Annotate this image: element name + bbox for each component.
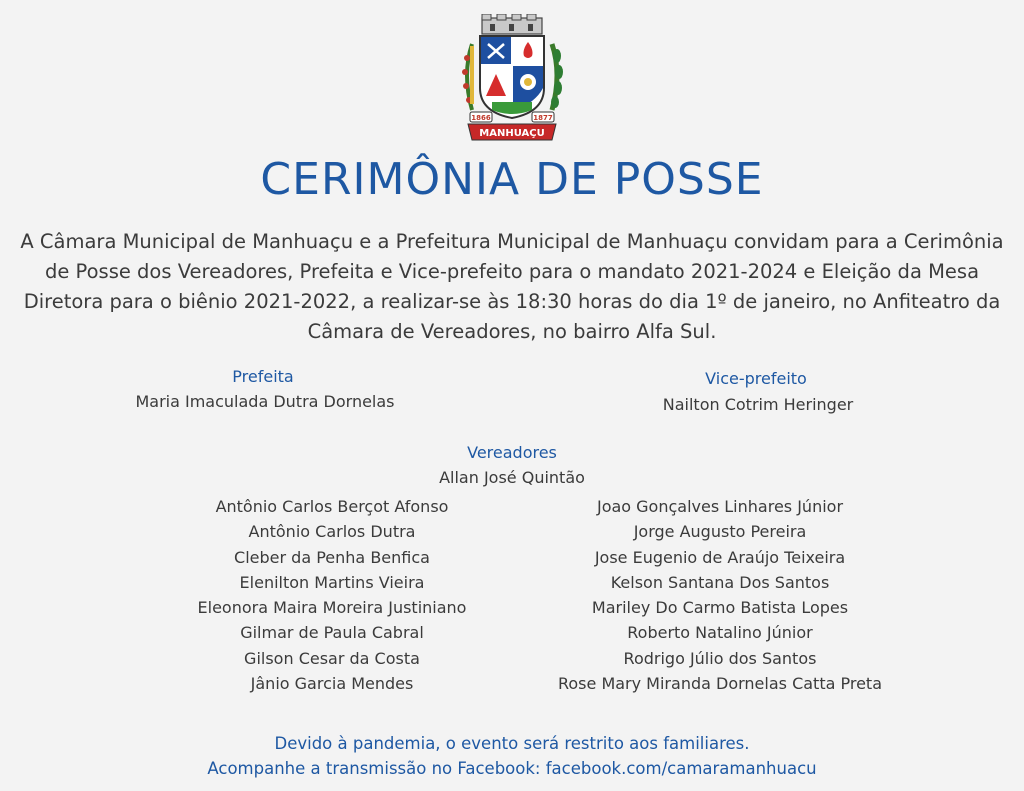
crest-right-year: 1877 bbox=[533, 114, 553, 122]
vereador-name: Antônio Carlos Berçot Afonso bbox=[215, 497, 449, 516]
vereador-name: Gilmar de Paula Cabral bbox=[240, 623, 424, 643]
vereador-name: Cleber da Penha Benfica bbox=[234, 547, 430, 567]
vereador-name: Eleonora Maira Moreira Justiniano bbox=[197, 598, 467, 618]
vereador-name: Rose Mary Miranda Dornelas Catta Preta bbox=[557, 674, 882, 694]
vereador-name: Joao Gonçalves Linhares Júnior bbox=[596, 497, 844, 516]
vice-prefeito-name: Nailton Cotrim Heringer bbox=[662, 395, 854, 414]
vereador-name: Gilson Cesar da Costa bbox=[244, 648, 420, 668]
vereador-first-name: Allan José Quintão bbox=[439, 468, 585, 487]
vereador-name: Jorge Augusto Pereira bbox=[633, 522, 807, 542]
vereadores-right-column bbox=[510, 494, 930, 696]
crest-left-year: 1866 bbox=[471, 114, 491, 122]
vereador-name: Jânio Garcia Mendes bbox=[250, 674, 414, 694]
prefeita-name: Maria Imaculada Dutra Dornelas bbox=[135, 392, 395, 411]
pandemia-notice: Devido à pandemia, o evento será restrito aos familiares. bbox=[274, 734, 750, 753]
crest-banner-text: MANHUAÇU bbox=[479, 128, 545, 139]
vereador-name: Antônio Carlos Dutra bbox=[248, 522, 416, 542]
prefeita-heading: Prefeita bbox=[232, 367, 294, 386]
vereador-name: Rodrigo Júlio dos Santos bbox=[623, 648, 817, 668]
facebook-link-text: Acompanhe a transmissão no Facebook: facebook.com/camaramanhuacu bbox=[207, 759, 817, 778]
vereador-name: Roberto Natalino Júnior bbox=[627, 623, 813, 643]
vereador-name: Elenilton Martins Vieira bbox=[239, 572, 425, 592]
invitation-text: A Câmara Municipal de Manhuaçu e a Prefeitura Municipal de Manhuaçu convidam para a Cerimônia de Posse dos Vereadores, Prefeita e Vice-prefeito para o mandato 2021-2024 e Eleição da Mesa Diretora para o biênio 2021-2022, a realizar-se às 18:30 horas do dia 1º de janeiro, no Anfiteatro da Câmara de Vereadores, no bairro Alfa Sul. bbox=[20, 230, 1004, 343]
vereador-name: Mariley Do Carmo Batista Lopes bbox=[591, 598, 849, 618]
vereadores-left-column bbox=[142, 494, 522, 696]
manhuacu-coat-of-arms-logo bbox=[456, 14, 568, 144]
vice-prefeito-heading: Vice-prefeito bbox=[705, 369, 807, 388]
vereador-name: Jose Eugenio de Araújo Teixeira bbox=[594, 547, 846, 567]
vereadores-heading: Vereadores bbox=[467, 443, 557, 462]
vereador-name: Kelson Santana Dos Santos bbox=[610, 572, 830, 592]
page-title: CERIMÔNIA DE POSSE bbox=[260, 154, 764, 205]
